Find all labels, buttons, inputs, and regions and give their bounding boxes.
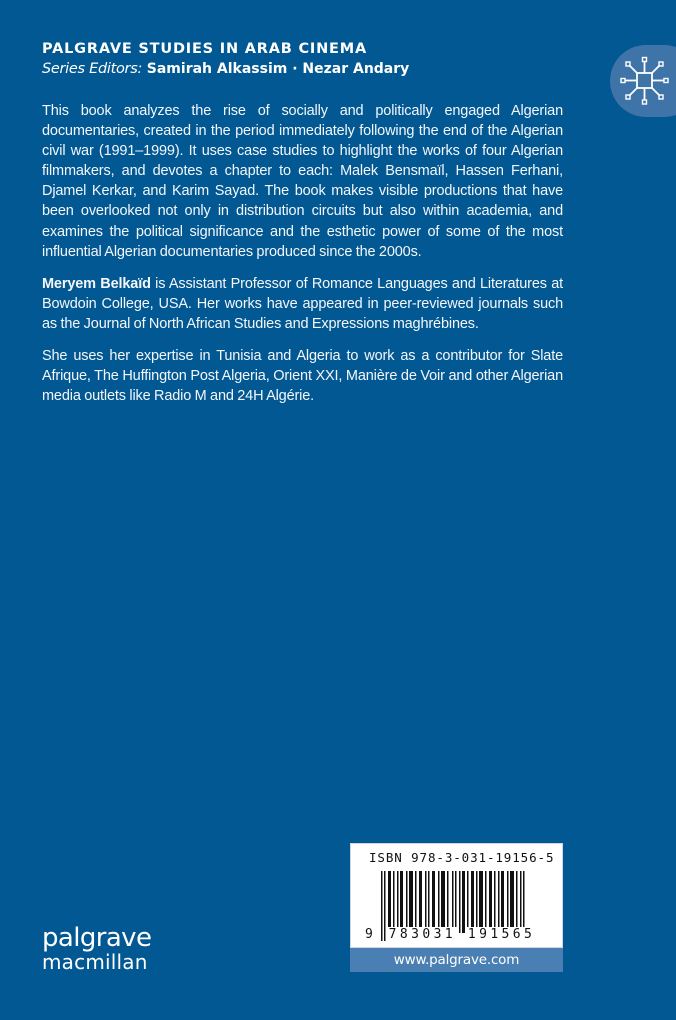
isbn-label: ISBN 978-3-031-19156-5 [369, 850, 555, 865]
barcode-digits-left: 783031 [388, 927, 457, 942]
publisher-logo [42, 925, 151, 972]
author-bio [42, 274, 563, 334]
book-description: This book analyzes the rise of socially and politically engaged Algerian documentaries, created in the period immediately following the end of the Algerian civil war (1991–1999). It uses case studies to highlight the works of four Algerian filmmakers, and devotes a chapter to each: Malek Bensmaïl, Hassen Ferhani, Djamel Kerkar, and Karim Sayad. The book makes visible productions that have been overlooked not only in distribution circuits but also within academia, and examines the political significance and the esthetic power of some of the most influential Algerian documentaries produced since the 2000s. [42, 103, 563, 260]
book-blurb [42, 101, 563, 418]
series-icon-badge [610, 45, 676, 117]
publisher-url: www.palgrave.com [350, 948, 563, 972]
author-bio-2: She uses her expertise in Tunisia and Algeria to work as a contributor for Slate Afrique, The Huffington Post Algeria, Orient XXI, Manière de Voir and other Algerian media outlets like Radio M and 24H Algérie. [42, 348, 563, 405]
series-editors-names: Samirah Alkassim · Nezar Andary [146, 61, 410, 77]
series-editors-label: Series Editors: [42, 61, 143, 77]
author-bio-text: is Assistant Professor of Romance Languages and Literatures at Bowdoin College, USA. Her works have appeared in peer-reviewed journals such as the Journal of North African Studies and Expressions maghrébines. [42, 275, 563, 332]
series-editors [42, 59, 562, 79]
barcode-panel [350, 843, 563, 948]
network-chip-icon [620, 55, 670, 107]
barcode-digits [364, 927, 536, 942]
barcode-digits-right: 191565 [467, 927, 536, 942]
isbn-barcode-block [350, 843, 563, 972]
publisher-logo-line1: palgrave [42, 923, 152, 953]
barcode-digit-lead: 9 [365, 927, 373, 942]
publisher-logo-line2: macmillan [42, 950, 148, 974]
author-name: Meryem Belkaïd [42, 275, 151, 292]
series-title: PALGRAVE STUDIES IN ARAB CINEMA [42, 41, 367, 57]
series-header [42, 40, 562, 79]
